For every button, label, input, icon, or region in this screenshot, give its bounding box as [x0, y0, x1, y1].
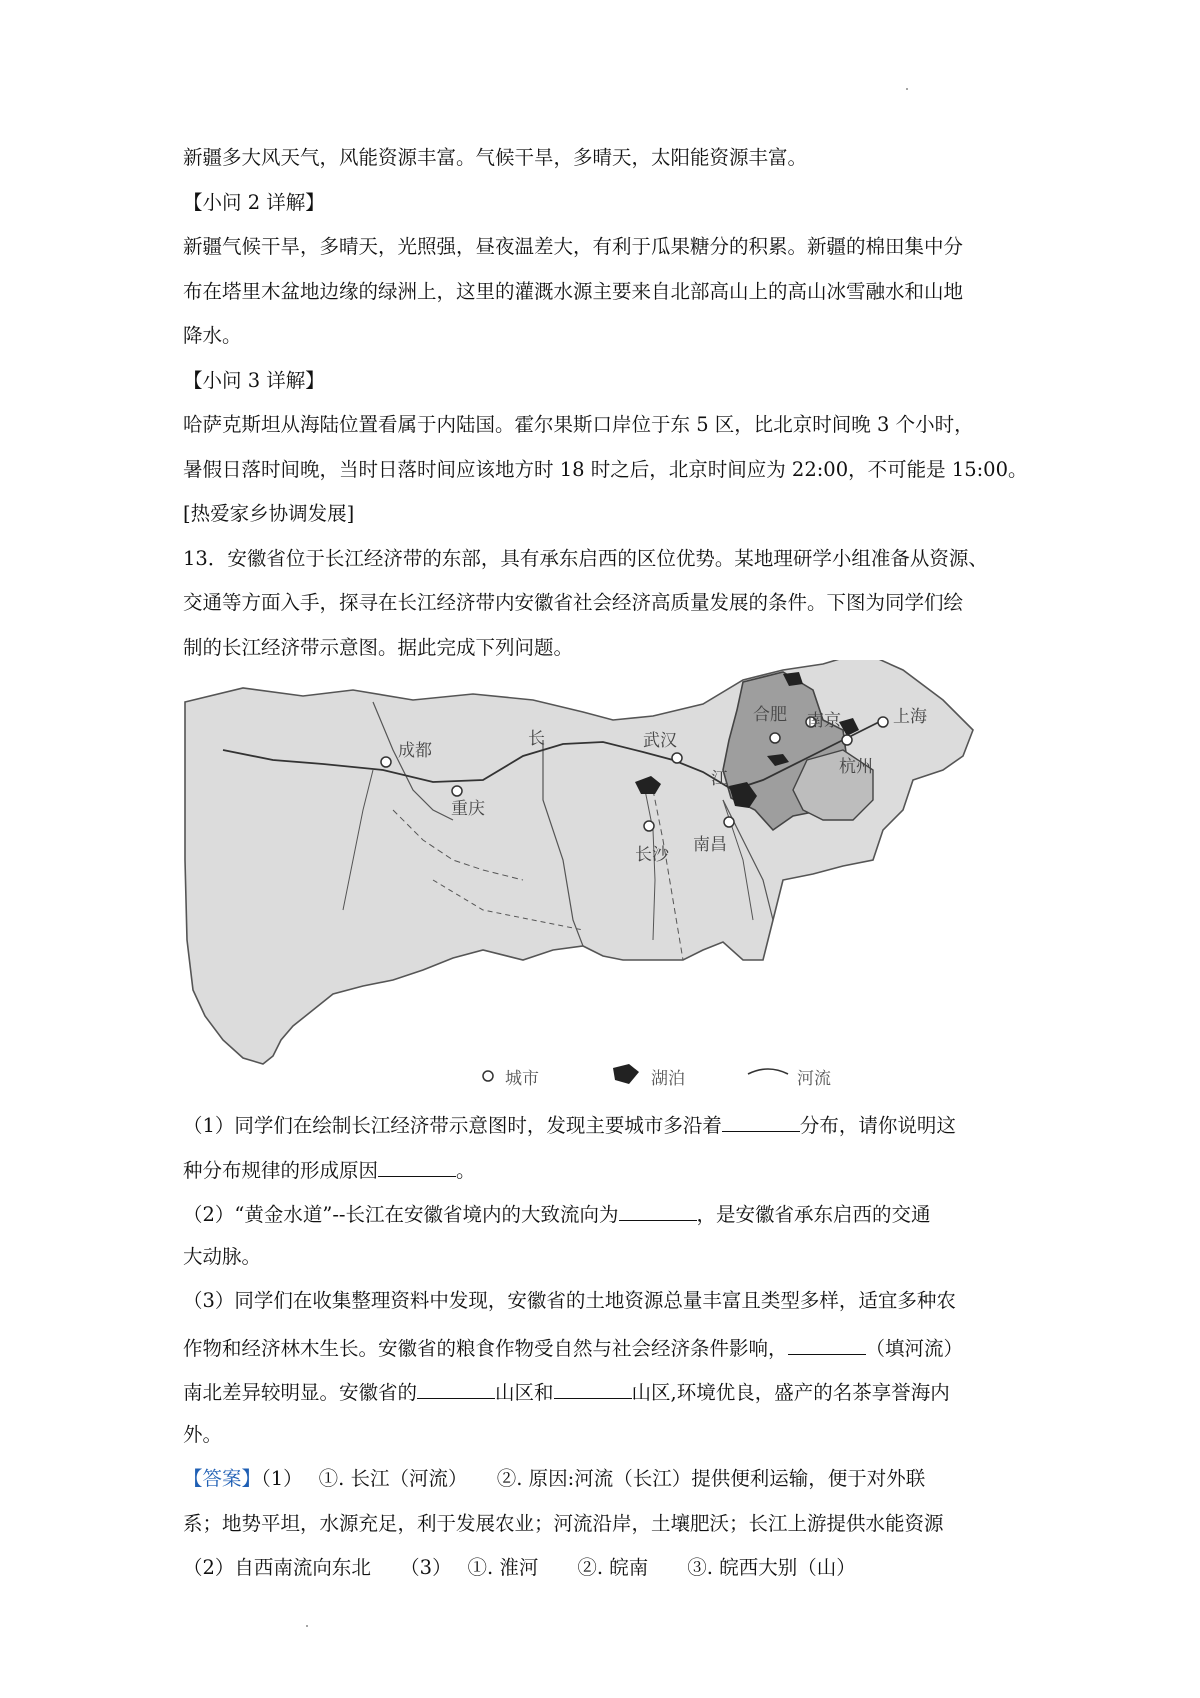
- question-13-intro-3: 制的长江经济带示意图。据此完成下列问题。: [183, 636, 574, 659]
- legend-river-label: 河流: [797, 1069, 831, 1089]
- legend-city-label: 城市: [505, 1069, 539, 1089]
- q3-text-f: 山区,环境优良，盛产的名茶享誉海内: [631, 1381, 950, 1404]
- text-line-1: 新疆多大风天气，风能资源丰富。气候干旱，多晴天，太阳能资源丰富。: [183, 146, 808, 169]
- legend-river-symbol: [748, 1069, 788, 1074]
- question-3-line-1: （3）同学们在收集整理资料中发现，安徽省的土地资源总量丰富且类型多样，适宜多种农: [183, 1289, 956, 1312]
- map-label-hangzhou: 杭州: [839, 757, 873, 777]
- city-dot-shanghai: [878, 717, 888, 727]
- q2-text-b: ，是安徽省承东启西的交通: [696, 1203, 931, 1226]
- text-line-7: 哈萨克斯坦从海陆位置看属于内陆国。霍尔果斯口岸位于东 5 区，比北京时间晚 3 个小时，: [183, 413, 974, 436]
- map-label-river-chang: 长: [528, 729, 545, 749]
- q2-blank[interactable]: [619, 1198, 697, 1221]
- question-3-line-3: [183, 1376, 950, 1407]
- legend-lake-symbol: [613, 1064, 639, 1084]
- yangtze-economic-belt-map: [183, 660, 1033, 1102]
- region-outline: [185, 660, 973, 1064]
- question-3-line-4: 外。: [183, 1423, 223, 1446]
- city-dot-nanchang: [724, 817, 734, 827]
- q1-text-b: 分布，请你说明这: [799, 1114, 956, 1137]
- city-dot-hefei: [770, 733, 780, 743]
- q3-blank-2[interactable]: [417, 1376, 495, 1399]
- text-line-5: 降水。: [183, 324, 242, 347]
- text-line-8: 暑假日落时间晚，当时日落时间应该地方时 18 时之后，北京时间应为 22:00，不可能是 15:00。: [183, 458, 1028, 481]
- q1-text-d: 。: [456, 1159, 476, 1182]
- section-title: [热爱家乡协调发展]: [183, 502, 355, 525]
- subheading-q2: 【小问 2 详解】: [183, 191, 325, 214]
- scan-speck-bottom: [306, 1625, 308, 1627]
- answer-line-2: 系；地势平坦，水源充足，利于发展农业；河流沿岸，土壤肥沃；长江上游提供水能资源: [183, 1512, 944, 1535]
- answer-line-1: [183, 1465, 925, 1493]
- scan-speck: [906, 88, 908, 90]
- question-3-line-2: [183, 1332, 963, 1363]
- map-label-chongqing: 重庆: [451, 799, 485, 819]
- q3-text-e: 山区和: [495, 1381, 554, 1404]
- q3-blank-3[interactable]: [554, 1376, 632, 1399]
- subheading-q3: 【小问 3 详解】: [183, 369, 325, 392]
- map-label-chengdu: 成都: [398, 741, 432, 761]
- q3-text-d: 南北差异较明显。安徽省的: [183, 1381, 418, 1404]
- map-label-river-jiang: 江: [711, 769, 728, 789]
- city-dot-hangzhou: [842, 735, 852, 745]
- city-dot-wuhan: [672, 753, 682, 763]
- question-2-line-1: [183, 1198, 931, 1229]
- map-label-nanjing: 南京: [807, 711, 841, 731]
- question-1-line-2: [183, 1154, 476, 1185]
- q1-text-a: （1）同学们在绘制长江经济带示意图时，发现主要城市多沿着: [183, 1114, 722, 1137]
- question-13-intro-2: 交通等方面入手，探寻在长江经济带内安徽省社会经济高质量发展的条件。下图为同学们绘: [183, 591, 964, 614]
- q2-text-a: （2）“黄金水道”--长江在安徽省境内的大致流向为: [183, 1203, 619, 1226]
- map-label-changsha: 长沙: [635, 845, 669, 865]
- text-line-3: 新疆气候干旱，多晴天，光照强，昼夜温差大，有利于瓜果糖分的积累。新疆的棉田集中分: [183, 235, 964, 258]
- question-13-intro-1: 13．安徽省位于长江经济带的东部，具有承东启西的区位优势。某地理研学小组准备从资源、: [183, 547, 988, 570]
- text-line-4: 布在塔里木盆地边缘的绿洲上，这里的灌溉水源主要来自北部高山上的高山冰雪融水和山地: [183, 280, 964, 303]
- map-label-nanchang: 南昌: [693, 835, 727, 855]
- answer-text-1: （1） ①. 长江（河流） ②. 原因:河流（长江）提供便利运输，便于对外联: [261, 1467, 926, 1490]
- city-dot-chengdu: [381, 757, 391, 767]
- q3-text-b: 作物和经济林木生长。安徽省的粮食作物受自然与社会经济条件影响，: [183, 1337, 788, 1360]
- question-2-line-2: 大动脉。: [183, 1245, 262, 1268]
- q3-text-c: （填河流）: [865, 1337, 964, 1360]
- q1-blank-2[interactable]: [378, 1154, 456, 1177]
- answer-line-3: （2）自西南流向东北 （3） ①. 淮河 ②. 皖南 ③. 皖西大别（山）: [183, 1556, 856, 1579]
- q1-blank-1[interactable]: [722, 1109, 800, 1132]
- city-dot-changsha: [644, 821, 654, 831]
- answer-tag: 【答案】: [183, 1467, 262, 1490]
- map-label-shanghai: 上海: [893, 707, 927, 727]
- question-1-line-1: [183, 1109, 956, 1140]
- legend-lake-label: 湖泊: [651, 1069, 685, 1089]
- map-label-wuhan: 武汉: [643, 731, 677, 751]
- q3-blank-1[interactable]: [788, 1332, 866, 1355]
- q1-text-c: 种分布规律的形成原因: [183, 1159, 379, 1182]
- legend-city-symbol: [483, 1071, 493, 1081]
- map-label-hefei: 合肥: [753, 705, 787, 725]
